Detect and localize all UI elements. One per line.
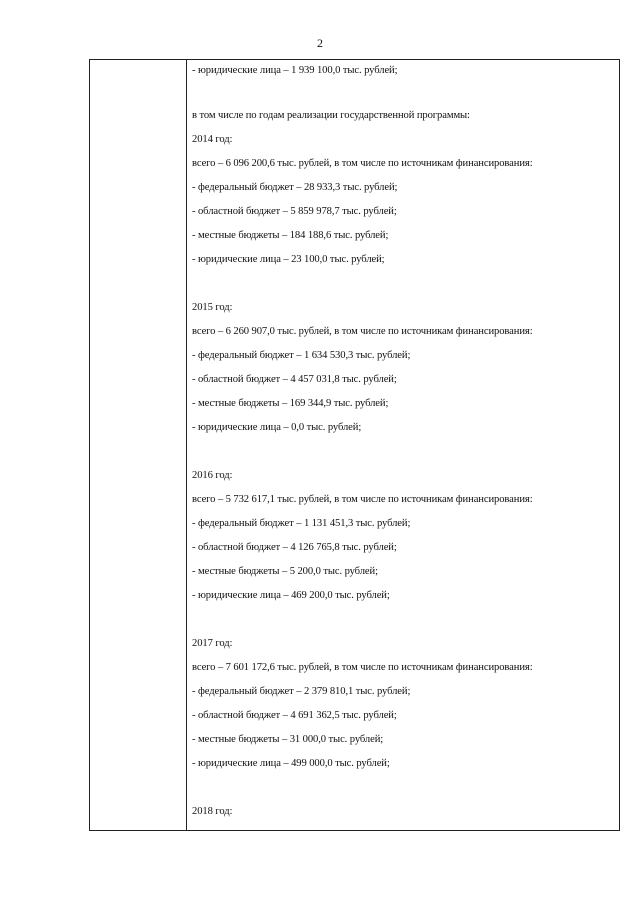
year-2015-legal-line: - юридические лица – 0,0 тыс. рублей; <box>192 422 362 433</box>
year-2016-federal-line: - федеральный бюджет – 1 131 451,3 тыс. рублей; <box>192 518 411 529</box>
year-2016-heading: 2016 год: <box>192 470 233 481</box>
funding-table <box>89 59 620 831</box>
year-2017-regional-line: - областной бюджет – 4 691 362,5 тыс. рублей; <box>192 710 397 721</box>
year-2016-local-line: - местные бюджеты – 5 200,0 тыс. рублей; <box>192 566 378 577</box>
year-2015-heading: 2015 год: <box>192 302 233 313</box>
year-2016-total-line: всего – 5 732 617,1 тыс. рублей, в том числе по источникам финансирования: <box>192 494 533 505</box>
year-2014-heading: 2014 год: <box>192 134 233 145</box>
year-2015-local-line: - местные бюджеты – 169 344,9 тыс. рублей; <box>192 398 389 409</box>
year-2015-federal-line: - федеральный бюджет – 1 634 530,3 тыс. рублей; <box>192 350 411 361</box>
by-year-intro-line: в том числе по годам реализации государственной программы: <box>192 110 470 121</box>
year-2018-heading: 2018 год: <box>192 806 233 817</box>
year-2016-legal-line: - юридические лица – 469 200,0 тыс. рублей; <box>192 590 390 601</box>
legal-entities-total-line: - юридические лица – 1 939 100,0 тыс. рублей; <box>192 65 398 76</box>
year-2017-heading: 2017 год: <box>192 638 233 649</box>
year-2015-total-line: всего – 6 260 907,0 тыс. рублей, в том числе по источникам финансирования: <box>192 326 533 337</box>
year-2014-regional-line: - областной бюджет – 5 859 978,7 тыс. рублей; <box>192 206 397 217</box>
year-2014-federal-line: - федеральный бюджет – 28 933,3 тыс. рублей; <box>192 182 398 193</box>
table-right-column <box>187 60 619 830</box>
year-2016-regional-line: - областной бюджет – 4 126 765,8 тыс. рублей; <box>192 542 397 553</box>
year-2014-legal-line: - юридические лица – 23 100,0 тыс. рублей; <box>192 254 385 265</box>
table-left-column <box>90 60 187 830</box>
year-2014-local-line: - местные бюджеты – 184 188,6 тыс. рублей; <box>192 230 389 241</box>
year-2014-total-line: всего – 6 096 200,6 тыс. рублей, в том числе по источникам финансирования: <box>192 158 533 169</box>
page-number: 2 <box>317 36 323 50</box>
year-2015-regional-line: - областной бюджет – 4 457 031,8 тыс. рублей; <box>192 374 397 385</box>
year-2017-legal-line: - юридические лица – 499 000,0 тыс. рублей; <box>192 758 390 769</box>
year-2017-local-line: - местные бюджеты – 31 000,0 тыс. рублей; <box>192 734 384 745</box>
year-2017-federal-line: - федеральный бюджет – 2 379 810,1 тыс. рублей; <box>192 686 411 697</box>
year-2017-total-line: всего – 7 601 172,6 тыс. рублей, в том числе по источникам финансирования: <box>192 662 533 673</box>
